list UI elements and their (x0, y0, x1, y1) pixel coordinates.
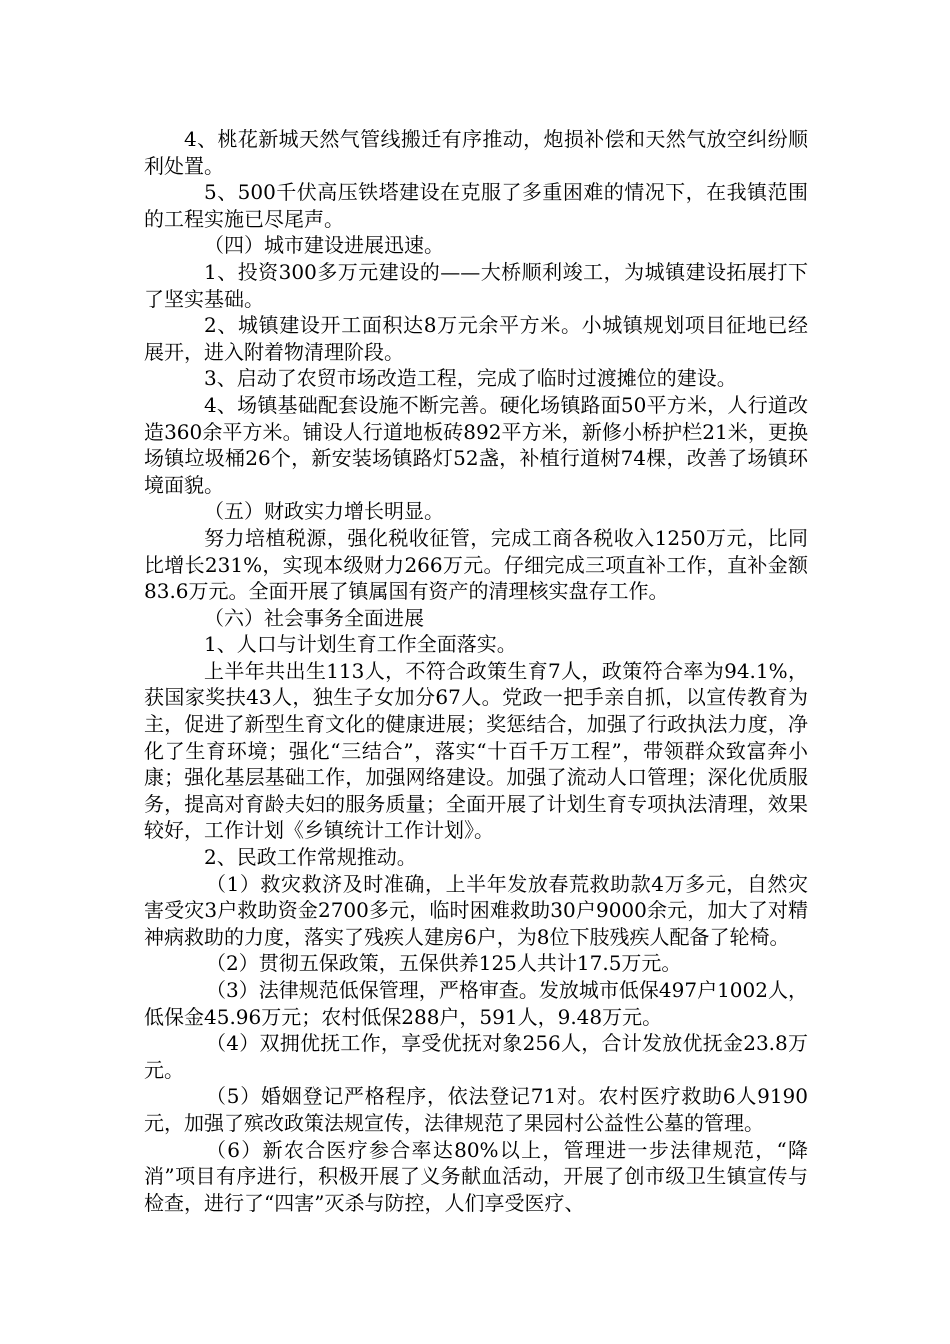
paragraph-14: （1）救灾救济及时准确，上半年发放春荒救助款4万多元，自然灾害受灾3户救助资金2700多元，临时困难救助30户9000余元，加大了对精神病救助的力度，落实了残疾人建房6户，为8位下肢残疾人配备了轮椅。 (144, 871, 808, 949)
paragraph-17: （4）双拥优抚工作，享受优抚对象256人，合计发放优抚金23.8万元。 (144, 1031, 808, 1082)
paragraph-19: （6）新农合医疗参合率达80%以上，管理进一步法律规范，“降消”项目有序进行，积极开展了义务献血活动，开展了创市级卫生镇宣传与检查，进行了“四害”灭杀与防控，人们享受医疗、 (144, 1137, 808, 1215)
paragraph-1: 4、桃花新城天然气管线搬迁有序推动，炮损补偿和天然气放空纠纷顺利处置。 (144, 127, 808, 178)
section-heading-6: （六）社会事务全面进展 (204, 605, 424, 630)
paragraph-6: 3、启动了农贸市场改造工程，完成了临时过渡摊位的建设。 (204, 366, 737, 391)
paragraph-5: 2、城镇建设开工面积达8万元余平方米。小城镇规划项目征地已经展开，进入附着物清理阶段。 (144, 313, 808, 364)
paragraph-12: 上半年共出生113人，不符合政策生育7人，政策符合率为94.1%，获国家奖扶43人，独生子女加分67人。党政一把手亲自抓，以宣传教育为主，促进了新型生育文化的健康进展；奖惩结合，加强了行政执法力度，净化了生育环境；强化“三结合”，落实“十百千万工程”，带领群众致富奔小康；强化基层基础工作，加强网络建设。加强了流动人口管理；深化优质服务，提高对育龄夫妇的服务质量；全面开展了计划生育专项执法清理，效果较好，工作计划《乡镇统计工作计划》。 (144, 658, 808, 843)
paragraph-16: （3）法律规范低保管理，严格审查。发放城市低保497户1002人，低保金45.96万元；农村低保288户，591人，9.48万元。 (144, 978, 808, 1029)
document-body (144, 126, 808, 1216)
paragraph-18: （5）婚姻登记严格程序，依法登记71对。农村医疗救助6人9190元，加强了殡改政策法规宣传，法律规范了果园村公益性公墓的管理。 (144, 1084, 808, 1135)
paragraph-13: 2、民政工作常规推动。 (204, 845, 417, 870)
section-heading-5: （五）财政实力增长明显。 (204, 499, 444, 524)
paragraph-2: 5、500千伏高压铁塔建设在克服了多重困难的情况下，在我镇范围的工程实施已尽尾声。 (144, 180, 808, 231)
section-heading-4: （四）城市建设进展迅速。 (204, 233, 444, 258)
paragraph-7: 4、场镇基础配套设施不断完善。硬化场镇路面50平方米，人行道改造360余平方米。铺设人行道地板砖892平方米，新修小桥护栏21米，更换场镇垃圾桶26个，新安装场镇路灯52盏，补植行道树74棵，改善了场镇环境面貌。 (144, 392, 808, 497)
paragraph-9: 努力培植税源，强化税收征管，完成工商各税收入1250万元，比同比增长231%，实现本级财力266万元。仔细完成三项直补工作，直补金额83.6万元。全面开展了镇属国有资产的清理核实盘存工作。 (144, 525, 808, 604)
paragraph-4: 1、投资300多万元建设的——大桥顺利竣工，为城镇建设拓展打下了坚实基础。 (144, 259, 808, 311)
paragraph-11: 1、人口与计划生育工作全面落实。 (204, 632, 517, 657)
paragraph-15: （2）贯彻五保政策，五保供养125人共计17.5万元。 (206, 951, 682, 976)
